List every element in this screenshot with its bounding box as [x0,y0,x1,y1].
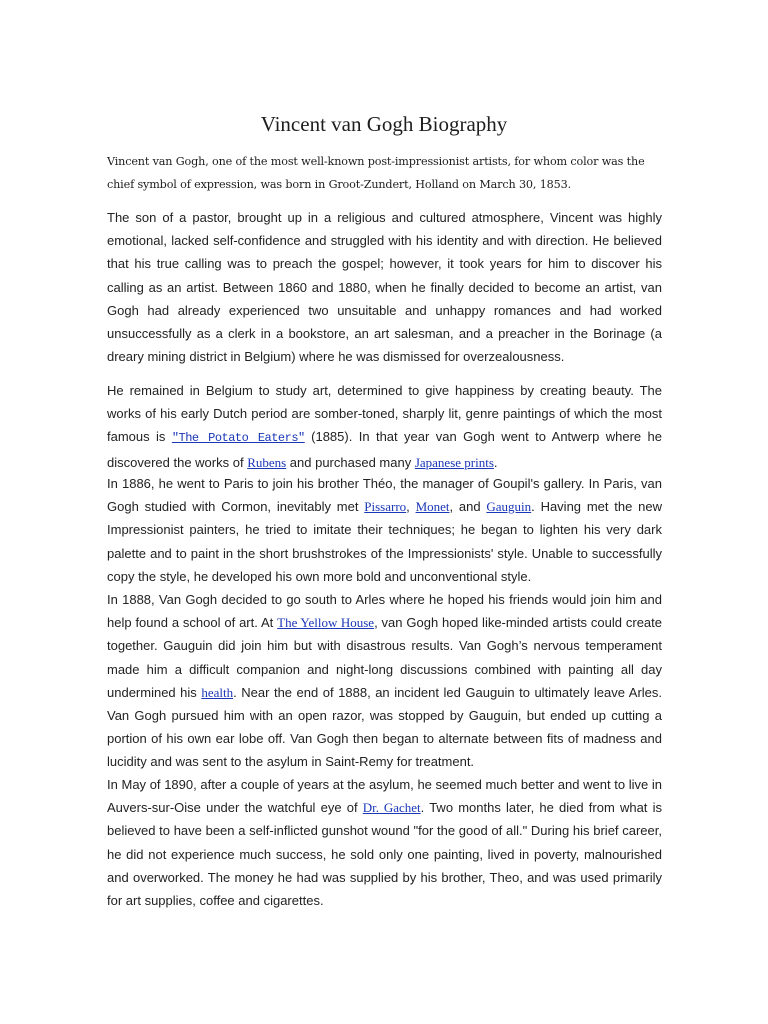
lead-paragraph: Vincent van Gogh, one of the most well-known post-impressionist artists, for whom color was the chief symbol of expression, was born in Groot-Zundert, Holland on March 30, 1853. [107,155,645,191]
link-dr-gachet[interactable]: Dr. Gachet [362,800,421,816]
text-segment: , and [449,499,487,515]
link-potato-eaters[interactable]: "The Potato Eaters" [171,431,305,446]
text-segment: . Near the end of 1888, an incident led Gauguin to ultimately leave Arles. Van Gogh pursued him with an open razor, was stopped by Gauguin, but ended up cutting a portion of his own ear lobe off. Van Gogh then began to alternate between fits of madness and lucidity and was sent to the asylum in Saint-Remy for treatment. [107,684,663,770]
link-japanese-prints[interactable]: Japanese prints [414,454,494,470]
text-segment: In May of 1890, after a couple of years at the asylum, he seemed much better and went to live in Auvers-sur-Oise under the watchful eye of [107,777,662,816]
link-yellow-house[interactable]: The Yellow House [277,615,375,631]
link-gauguin[interactable]: Gauguin [486,499,532,515]
paragraph-belgium [107,379,662,474]
paragraph-paris [107,472,662,588]
text-segment: , van Gogh hoped like-minded artists could create together. Gauguin did join him but with disastrous results. Van Gogh’s nervous temperament made him a difficult companion and night-long discussions combined with painting all day undermined his [107,615,662,700]
text-segment: . Having met the new Impressionist painters, he tried to imitate their techniques; he began to lighten his very dark palette and to paint in the short brushstrokes of the Impressionists' style. Unable to successfully copy the style, he developed his own more bold and unconventional style. [107,499,662,584]
link-health[interactable]: health [201,684,234,700]
paragraph-childhood: The son of a pastor, brought up in a religious and cultured atmosphere, Vincent was highly emotional, lacked self-confidence and struggled with his identity and with direction. He believed that his true calling was to preach the gospel; however, it took years for him to discover his calling as an artist. Between 1860 and 1880, when he finally decided to become an artist, van Gogh had already experienced two unsuitable and unhappy romances and had worked unsuccessfully as a clerk in a bookstore, an art salesman, and a preacher in the Borinage (a dreary mining district in Belgium) where he was dismissed for overzealousness. [107,210,662,365]
text-segment: . Two months later, he died from what is believed to have been a self-inflicted gunshot wound "for the good of all." During his brief career, he did not experience much success, he sold only one painting, lived in poverty, malnourished and overworked. The money he had was supplied by his brother, Theo, and was used primarily for art supplies, coffee and cigarettes. [107,800,662,909]
text-segment: , [406,499,416,515]
text-segment: In 1886, he went to Paris to join his brother Théo, the manager of Goupil's gallery. In Paris, van Gogh studied with Cormon, inevitably met [107,476,662,515]
text-segment: . [493,454,498,470]
text-segment: (1885). In that year van Gogh went to Antwerp where he discovered the works of [107,429,663,470]
page-title: Vincent van Gogh Biography [260,112,508,136]
paragraph-auvers [107,773,662,912]
paragraph-arles [107,588,662,774]
text-segment: and purchased many [286,454,415,470]
text-segment: In 1888, Van Gogh decided to go south to Arles where he hoped his friends would join him and help found a school of art. At [107,592,662,631]
link-rubens[interactable]: Rubens [247,454,287,470]
link-pissarro[interactable]: Pissarro [364,499,407,515]
link-monet[interactable]: Monet [415,499,450,515]
text-segment: He remained in Belgium to study art, determined to give happiness by creating beauty. The works of his early Dutch period are somber-toned, sharply lit, genre paintings of which the most famous is [107,383,662,445]
